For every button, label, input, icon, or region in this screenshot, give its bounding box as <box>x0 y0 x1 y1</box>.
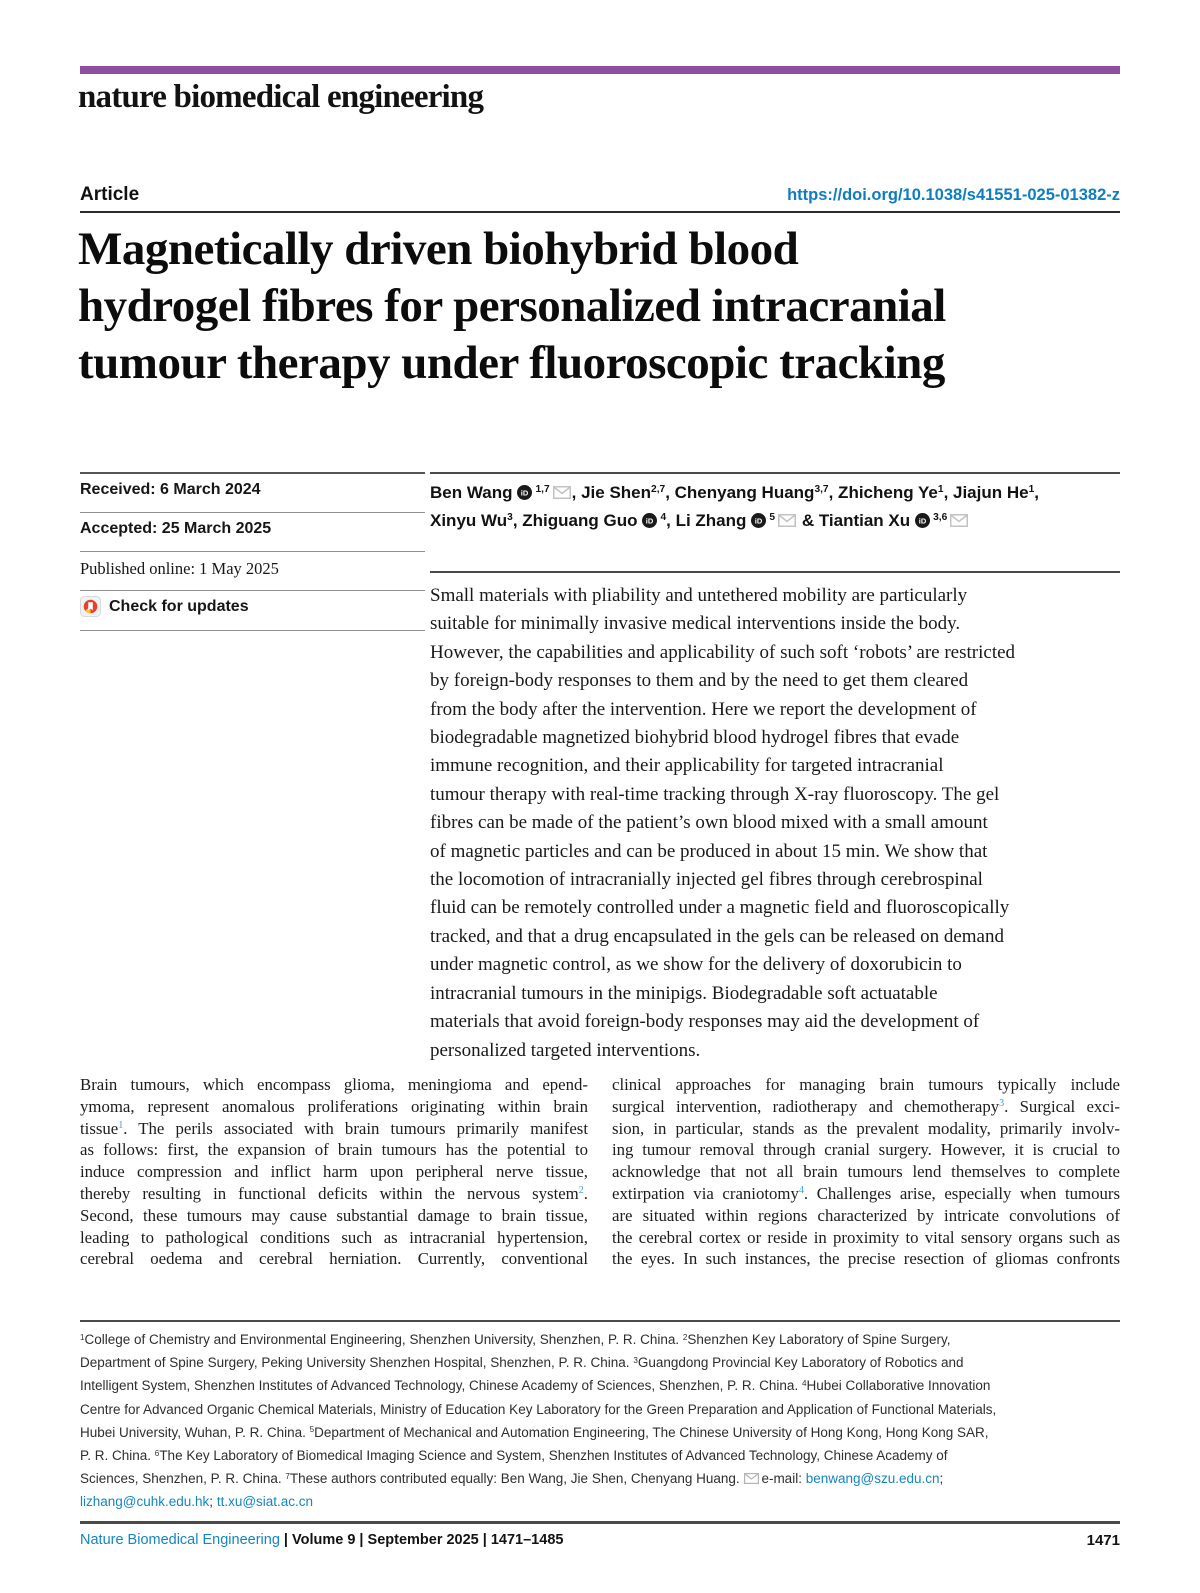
envelope-icon[interactable] <box>950 514 968 527</box>
superscript: 5 <box>769 512 776 524</box>
superscript: 4 <box>801 1378 807 1388</box>
text-line: fluid can be remotely controlled under a magnetic field and fluoroscopically <box>430 897 1010 919</box>
text-line: as follows: first, the expansion of brain tumours has the potential to <box>80 1140 588 1160</box>
text-line: lizhang@cuhk.edu.hk; tt.xu@siat.ac.cn <box>80 1494 314 1510</box>
text-line: Magnetically driven biohybrid blood <box>78 223 799 275</box>
authors-top-rule <box>430 472 1120 474</box>
text-line: immune recognition, and their applicability for targeted intracranial <box>430 755 944 777</box>
text-line: Ben Wang iD $^{1,7}$ , Jie Shen$^{2,7}$, Chenyang Huang$^{3,7}$, Zhicheng Ye$^1$, Jiajun He$^1$, <box>430 483 1039 502</box>
reference-superscript[interactable]: 2 <box>578 1185 584 1197</box>
text-line: biodegradable magnetized biohybrid blood hydrogel fibres that evade <box>430 727 960 749</box>
reference-superscript[interactable]: 1 <box>118 1120 124 1132</box>
text-line: personalized targeted interventions. <box>430 1039 701 1061</box>
doi-link[interactable]: https://doi.org/10.1038/s41551-025-01382-z <box>787 186 1120 204</box>
text-line: hydrogel fibres for personalized intracranial <box>78 280 946 332</box>
envelope-icon[interactable] <box>553 486 571 499</box>
superscript: 7 <box>285 1471 290 1481</box>
superscript: 3,6 <box>933 512 948 524</box>
superscript: 2 <box>682 1332 688 1342</box>
text-line: Xinyu Wu$^3$, Zhiguang Guo iD $^4$, Li Zhang iD $^5$ & Tiantian Xu iD $^{3,6}$ <box>430 507 1122 535</box>
text-line: fibres can be made of the patient’s own blood mixed with a small amount <box>430 812 988 834</box>
svg-text:iD: iD <box>755 516 763 526</box>
text-line: extirpation via craniotomy$^4$. Challenges arise, especially when tumours <box>612 1183 1121 1203</box>
superscript: 1 <box>937 484 944 496</box>
journal-volume-info: Nature Biomedical Engineering | Volume 9 | September 2025 | 1471–1485 <box>80 1532 564 1548</box>
crossmark-icon[interactable] <box>80 596 101 617</box>
superscript: 3,7 <box>814 484 829 496</box>
article-type-label: Article <box>80 184 140 205</box>
abstract-top-rule <box>430 571 1120 573</box>
text-line: Sciences, Shenzhen, P. R. China. $^7$These authors contributed equally: Ben Wang, Jie Shen, Chenyang Huang. e-mail: benwang@szu.edu.cn; <box>80 1471 944 1487</box>
page-number: 1471 <box>1086 1532 1120 1549</box>
orcid-id-icon[interactable] <box>915 513 930 528</box>
superscript: 1 <box>1028 484 1035 496</box>
text-line: Brain tumours, which encompass glioma, meningioma and epend- <box>80 1075 588 1094</box>
body-column-left <box>80 1074 588 1270</box>
text-line: are situated within regions characterized by intricate convolutions of <box>612 1205 1120 1225</box>
text-line: intracranial tumours in the minipigs. Biodegradable soft actuatable <box>430 982 938 1004</box>
header-rule <box>80 211 1120 213</box>
text-line: from the body after the intervention. Here we report the development of <box>430 698 977 720</box>
body-column-right <box>612 1074 1120 1270</box>
paper-title <box>78 221 1124 392</box>
text-line: $^1$College of Chemistry and Environmental Engineering, Shenzhen University, Shenzhen, P. R. China. $^2$Shenzhen Key Laboratory of Spine Surgery, <box>80 1332 951 1347</box>
accepted-date: Accepted: 25 March 2025 <box>80 520 272 537</box>
text-line: tissue$^1$. The perils associated with brain tumours primarily manifest <box>80 1118 588 1138</box>
superscript: 3 <box>633 1355 638 1365</box>
envelope-icon-small <box>744 1473 759 1484</box>
footnote-rule <box>80 1320 1120 1322</box>
text-line: materials that avoid foreign-body responses may aid the development of <box>430 1011 980 1033</box>
text-line: tracked, and that a drug encapsulated in the gels can be released on demand <box>430 925 1004 947</box>
reference-superscript[interactable]: 4 <box>798 1185 804 1197</box>
superscript: 5 <box>309 1425 315 1435</box>
author-list <box>430 479 1122 535</box>
published-date: Published online: 1 May 2025 <box>80 559 279 578</box>
superscript: 6 <box>154 1448 160 1458</box>
text-line: ymoma, represent anomalous proliferations originating within brain <box>80 1096 588 1116</box>
text-line: the cerebral cortex or reside in proximity to vital sensory organs such as <box>612 1227 1120 1247</box>
email-link[interactable]: tt.xu@siat.ac.cn <box>216 1494 314 1510</box>
masthead-accent-bar <box>80 66 1120 74</box>
svg-text:iD: iD <box>918 516 927 526</box>
text-line: the eyes. In such instances, the precise resection of gliomas confronts <box>612 1249 1120 1269</box>
svg-text:iD: iD <box>646 516 654 526</box>
journal-wordmark: nature biomedical engineering <box>78 79 484 115</box>
svg-text:iD: iD <box>521 488 529 498</box>
text-line: Department of Spine Surgery, Peking University Shenzhen Hospital, Shenzhen, P. R. China. $^3$Guangdong Provincial Key Laboratory of Robotics and <box>80 1355 964 1371</box>
article-header-row <box>80 184 1120 206</box>
received-date: Received: 6 March 2024 <box>80 481 261 498</box>
superscript: 3 <box>507 512 513 524</box>
affiliations-footnotes <box>80 1328 1126 1514</box>
superscript: 2,7 <box>651 484 666 496</box>
text-line: suitable for minimally invasive medical interventions inside the body. <box>430 613 961 635</box>
text-line: Intelligent System, Shenzhen Institutes of Advanced Technology, Chinese Academy of Sciences, Shenzhen, P. R. China. $^4$Hubei Collaborative Innovation <box>80 1378 991 1394</box>
text-line: However, the capabilities and applicability of such soft ‘robots’ are restricted <box>430 641 1016 663</box>
text-line: clinical approaches for managing brain tumours typically include <box>612 1075 1120 1094</box>
journal-link[interactable]: Nature Biomedical Engineering <box>80 1532 280 1548</box>
text-line: induce compression and inflict harm upon peripheral nerve tissue, <box>80 1162 588 1182</box>
text-line: Small materials with pliability and untethered mobility are particularly <box>430 585 968 606</box>
info-rule <box>80 590 425 591</box>
text-line: thereby resulting in functional deficits within the nervous system$^2$. <box>80 1183 588 1203</box>
text-line: tumour therapy with real-time tracking through X-ray fluoroscopy. The gel <box>430 783 1000 805</box>
info-rule <box>80 512 425 513</box>
text-line: the locomotion of intracranially injected gel fibres through cerebrospinal <box>430 869 983 891</box>
text-line: Centre for Advanced Organic Chemical Materials, Ministry of Education Key Laboratory for the Green Preparation and Application of Functional Materials, <box>80 1401 997 1417</box>
text-line: acknowledge that not all brain tumours lend themselves to complete <box>612 1162 1120 1182</box>
orcid-id-icon[interactable] <box>517 485 532 500</box>
text-line: Second, these tumours may cause substantial damage to brain tissue, <box>80 1205 588 1225</box>
info-rule <box>80 551 425 552</box>
footer-rule <box>80 1521 1120 1524</box>
check-for-updates-button[interactable] <box>80 596 425 617</box>
envelope-icon[interactable] <box>778 514 796 527</box>
text-line: leading to pathological conditions such as intracranial hypertension, <box>80 1227 588 1247</box>
text-line: tumour therapy under fluoroscopic tracking <box>78 337 945 389</box>
reference-superscript[interactable]: 3 <box>999 1098 1005 1110</box>
text-line: Hubei University, Wuhan, P. R. China. $^5$Department of Mechanical and Automation Engineering, The Chinese University of Hong Kong, Hong Kong SAR, <box>80 1424 989 1440</box>
email-link[interactable]: benwang@szu.edu.cn <box>805 1471 940 1487</box>
orcid-id-icon[interactable] <box>751 513 766 528</box>
superscript: 1 <box>80 1332 85 1342</box>
page-footer <box>80 1532 1120 1549</box>
orcid-id-icon[interactable] <box>642 513 657 528</box>
superscript: 1,7 <box>535 484 550 496</box>
email-link[interactable]: lizhang@cuhk.edu.hk <box>80 1494 210 1510</box>
superscript: 4 <box>660 512 667 524</box>
text-line: cerebral oedema and cerebral herniation. Currently, conventional <box>80 1249 588 1269</box>
abstract-text <box>430 582 1130 1065</box>
text-line: sion, in particular, stands as the prevalent modality, primarily involv- <box>612 1118 1120 1138</box>
check-for-updates-label: Check for updates <box>109 597 249 615</box>
text-line: by foreign-body responses to them and by the need to get them cleared <box>430 670 969 692</box>
text-line: ing tumour removal through cranial surgery. However, it is crucial to <box>612 1140 1120 1160</box>
info-rule <box>80 472 425 474</box>
text-line: under magnetic control, as we show for the delivery of doxorubicin to <box>430 954 962 976</box>
text-line: surgical intervention, radiotherapy and chemotherapy$^3$. Surgical exci- <box>612 1096 1120 1116</box>
text-line: of magnetic particles and can be produced in about 15 min. We show that <box>430 840 988 862</box>
info-rule <box>80 630 425 631</box>
text-line: P. R. China. $^6$The Key Laboratory of Biomedical Imaging Science and System, Shenzhen Institutes of Advanced Technology, Chinese Academy of <box>80 1448 948 1464</box>
